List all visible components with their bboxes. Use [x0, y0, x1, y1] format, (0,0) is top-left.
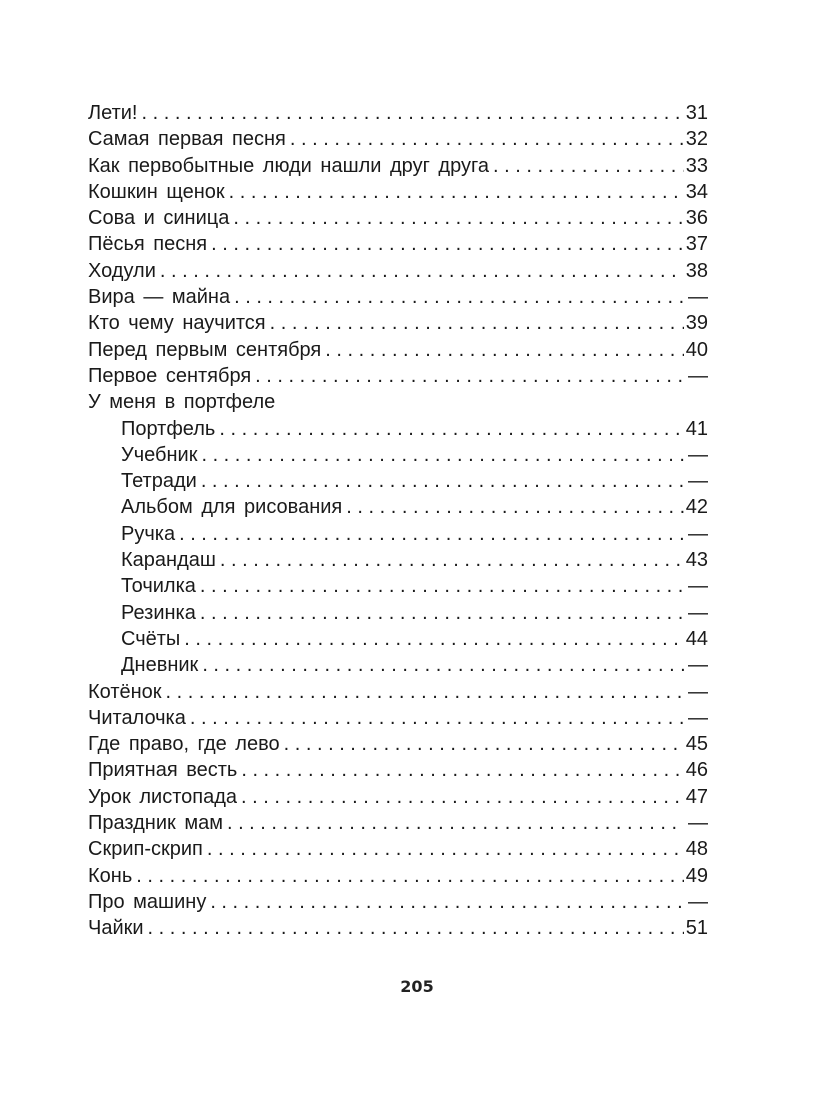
toc-entry [88, 258, 708, 284]
dot-leader [325, 337, 683, 363]
toc-entry-page: — [688, 575, 708, 598]
toc-entry-title: Скрип-скрип [88, 838, 203, 861]
toc-entry-page: 46 [685, 759, 708, 782]
toc-entry [88, 179, 708, 205]
toc-entry-title: Вира — майна [88, 286, 231, 309]
dot-leader [201, 442, 684, 468]
toc-subentry [88, 573, 708, 599]
toc-entry [88, 126, 708, 152]
toc-subentry [88, 600, 708, 626]
dot-leader [160, 258, 684, 284]
dot-leader [493, 153, 684, 179]
toc-entry-title: Резинка [121, 601, 196, 624]
toc-entry-title: Перед первым сентября [88, 338, 322, 361]
toc-entry-title: Конь [88, 864, 133, 887]
toc-entry-title: Про машину [88, 890, 207, 913]
toc-entry [88, 389, 708, 415]
toc-entry-page: 33 [685, 154, 708, 177]
toc-entry-title: Урок листопада [88, 785, 238, 808]
toc-entry-page: 45 [685, 733, 708, 756]
toc-subentry [88, 416, 708, 442]
toc-entry [88, 337, 708, 363]
dot-leader [148, 915, 684, 941]
dot-leader [219, 416, 683, 442]
toc-entry-title: Пёсья песня [88, 233, 208, 256]
toc-entry-page: 32 [685, 128, 708, 151]
dot-leader [255, 363, 684, 389]
toc-entry-page: — [688, 286, 708, 309]
toc-entry-title: Лети! [88, 102, 138, 124]
toc-entry [88, 915, 708, 941]
toc-entry-title: Альбом для рисования [121, 496, 343, 519]
toc-entry-page: — [688, 601, 708, 624]
toc-entry-page: 49 [685, 864, 708, 887]
toc-entry-page: 39 [685, 312, 708, 335]
toc-entry-title: У меня в портфеле [88, 391, 276, 414]
toc-entry [88, 731, 708, 757]
dot-leader [190, 705, 684, 731]
toc-entry-page: 37 [685, 233, 708, 256]
table-of-contents [88, 100, 708, 942]
dot-leader [234, 284, 684, 310]
toc-entry-title: Как первобытные люди нашли друг друга [88, 154, 489, 177]
toc-entry-title: Кто чему научится [88, 312, 266, 335]
dot-leader [184, 626, 683, 652]
toc-subentry [88, 547, 708, 573]
toc-entry-title: Дневник [121, 654, 199, 677]
toc-entry-title: Карандаш [121, 549, 216, 572]
toc-entry-page: — [688, 680, 708, 703]
dot-leader [241, 784, 684, 810]
dot-leader [211, 231, 684, 257]
toc-subentry [88, 494, 708, 520]
dot-leader [284, 731, 684, 757]
dot-leader [346, 494, 683, 520]
toc-entry [88, 153, 708, 179]
dot-leader [229, 179, 684, 205]
toc-entry-title: Праздник мам [88, 812, 223, 835]
toc-entry-title: Сова и синица [88, 207, 230, 230]
toc-entry-page: — [688, 364, 708, 387]
dot-leader [233, 205, 683, 231]
toc-entry-title: Читалочка [88, 706, 186, 729]
toc-entry-title: Где право, где лево [88, 733, 280, 756]
toc-entry-title: Ходули [88, 259, 156, 282]
toc-entry-title: Чайки [88, 917, 144, 940]
toc-entry-page: — [688, 470, 708, 493]
toc-entry [88, 205, 708, 231]
toc-entry-page: 47 [685, 785, 708, 808]
toc-entry-title: Счёты [121, 627, 181, 650]
toc-entry-title: Точилка [121, 575, 196, 598]
dot-leader [201, 468, 684, 494]
toc-entry-page: — [688, 522, 708, 545]
toc-entry-title: Кошкин щенок [88, 180, 225, 203]
toc-entry-title: Первое сентября [88, 364, 252, 387]
dot-leader [270, 310, 684, 336]
toc-entry-page: 36 [685, 207, 708, 230]
dot-leader [202, 652, 684, 678]
dot-leader [220, 547, 684, 573]
dot-leader [141, 100, 683, 126]
toc-entry-page: 42 [685, 496, 708, 519]
dot-leader [290, 126, 684, 152]
toc-entry-title: Самая первая песня [88, 128, 286, 151]
toc-entry-title: Учебник [121, 443, 198, 466]
toc-entry-page: — [688, 443, 708, 466]
toc-entry-page: 44 [685, 627, 708, 650]
toc-entry [88, 836, 708, 862]
toc-entry-page: 38 [685, 259, 708, 282]
toc-entry [88, 310, 708, 336]
toc-entry-page: — [688, 890, 708, 913]
dot-leader [227, 810, 684, 836]
toc-subentry [88, 521, 708, 547]
toc-entry-page: 51 [685, 917, 708, 940]
toc-entry-title: Портфель [121, 417, 216, 440]
toc-subentry [88, 442, 708, 468]
page-number: 205 [400, 977, 434, 996]
toc-entry [88, 810, 708, 836]
toc-entry-page: 40 [685, 338, 708, 361]
toc-entry [88, 679, 708, 705]
toc-entry [88, 757, 708, 783]
toc-subentry [88, 652, 708, 678]
toc-entry [88, 784, 708, 810]
toc-entry-title: Ручка [121, 522, 176, 545]
toc-entry [88, 863, 708, 889]
toc-entry-title: Котёнок [88, 680, 162, 703]
dot-leader [207, 836, 684, 862]
dot-leader [166, 679, 684, 705]
toc-entry-page: 43 [685, 549, 708, 572]
dot-leader [200, 573, 684, 599]
dot-leader [136, 863, 684, 889]
dot-leader [241, 757, 683, 783]
toc-entry-page: — [688, 812, 708, 835]
toc-entry-page: 31 [685, 102, 708, 124]
toc-entry [88, 284, 708, 310]
dot-leader [210, 889, 684, 915]
toc-entry-page: 48 [685, 838, 708, 861]
toc-entry-title: Приятная весть [88, 759, 238, 782]
dot-leader [200, 600, 684, 626]
toc-entry-title: Тетради [121, 470, 197, 493]
toc-entry [88, 889, 708, 915]
toc-subentry [88, 626, 708, 652]
toc-entry [88, 705, 708, 731]
toc-entry-page: 34 [685, 180, 708, 203]
toc-entry-page: — [688, 654, 708, 677]
toc-entry-page: — [688, 706, 708, 729]
toc-entry [88, 100, 708, 126]
toc-entry [88, 231, 708, 257]
toc-subentry [88, 468, 708, 494]
dot-leader [179, 521, 684, 547]
toc-entry-page: 41 [685, 417, 708, 440]
toc-entry [88, 363, 708, 389]
